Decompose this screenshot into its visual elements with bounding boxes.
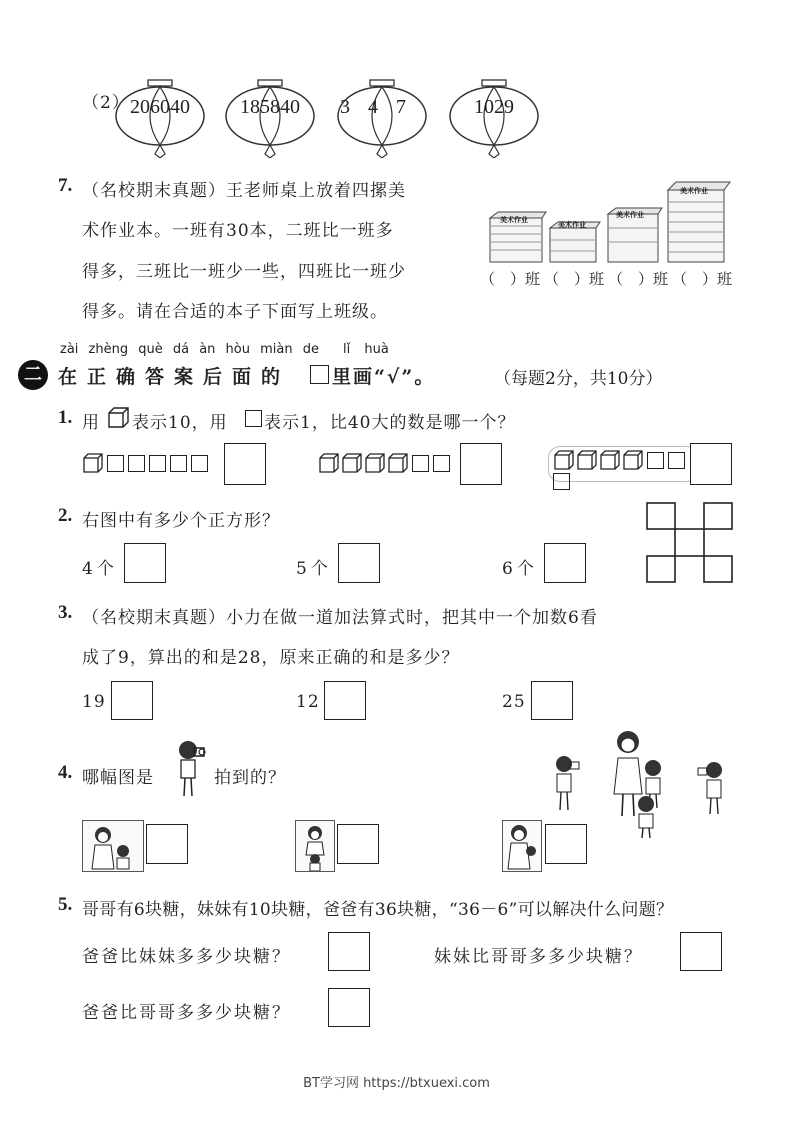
- answer-slot-4[interactable]: （ ）班: [672, 270, 733, 288]
- s2q4-text-a: 哪幅图是: [82, 768, 154, 788]
- s2q2-number: 2.: [58, 505, 73, 526]
- lantern-2: [222, 78, 318, 158]
- s2q5-option-2-label: 妹妹比哥哥多多少块糖？: [434, 947, 643, 967]
- section2-pinyin-2: lǐ huà: [343, 342, 389, 357]
- s2q5-option-1-checkbox[interactable]: [328, 932, 370, 971]
- s2q2-option-2-label: 5个: [296, 559, 332, 579]
- s2q4-option-3-checkbox[interactable]: [545, 824, 587, 864]
- ten-cube-icon: [341, 452, 363, 474]
- s2q3-line-2: 成了9，算出的和是28，原来正确的和是多少？: [82, 648, 460, 668]
- s2q2-option-1-label: 4个: [82, 559, 118, 579]
- s2q1-text-a: 用: [82, 413, 100, 433]
- one-square-icon: [128, 455, 145, 472]
- s2q5-option-2-checkbox[interactable]: [680, 932, 722, 971]
- section2-title-tail: 里画“√”。: [332, 366, 436, 388]
- one-square-icon: [149, 455, 166, 472]
- s2q1-option-3-checkbox[interactable]: [690, 443, 732, 485]
- s2q4-photo-3: [502, 820, 542, 872]
- photo-people-icon: [503, 821, 541, 871]
- section2-title: 在正确答案后面的: [58, 366, 291, 388]
- s2q1-number: 1.: [58, 407, 73, 428]
- section2-score: （每题2分，共10分）: [494, 369, 663, 389]
- q7-line-2: 术作业本。一班有30本，二班比一班多: [82, 221, 394, 241]
- s2q5-text: 哥哥有6块糖，妹妹有10块糖，爸爸有36块糖，“36－6”可以解决什么问题？: [82, 900, 674, 920]
- ten-cube-icon: [387, 452, 409, 474]
- cube-icon: [106, 406, 130, 430]
- s2q3-line-1: （名校期末真题）小力在做一道加法算式时，把其中一个加数6看: [82, 608, 598, 628]
- ten-cube-icon: [622, 449, 644, 471]
- footer-text: BT学习网 https://btxuexi.com: [303, 1076, 490, 1091]
- book-label-4: 美术作业: [680, 186, 708, 195]
- answer-slot-3[interactable]: （ ）班: [608, 270, 669, 288]
- lantern-1-number: 206040: [130, 96, 190, 118]
- s2q5-option-3-checkbox[interactable]: [328, 988, 370, 1027]
- s2q4-photo-2: [295, 820, 335, 872]
- s2q3-option-3-label: 25: [502, 692, 526, 712]
- s2q4-number: 4.: [58, 762, 73, 783]
- s2q1-option-2-figure: [318, 452, 458, 482]
- one-square-icon: [170, 455, 187, 472]
- s2q5-option-1-label: 爸爸比妹妹多多少块糖？: [82, 947, 291, 967]
- lantern-3-left-number: 34: [340, 96, 396, 118]
- answer-slot-1[interactable]: （ ）班: [480, 270, 541, 288]
- s2q2-option-3-label: 6个: [502, 559, 538, 579]
- s2q2-option-3-checkbox[interactable]: [544, 543, 586, 583]
- s2q5-option-3-label: 爸爸比哥哥多多少块糖？: [82, 1003, 291, 1023]
- book-label-2: 美术作业: [558, 220, 586, 229]
- s2q3-number: 3.: [58, 602, 73, 623]
- one-square-icon: [553, 473, 570, 490]
- s2q4-option-1-checkbox[interactable]: [146, 824, 188, 864]
- lantern-4: [446, 78, 542, 158]
- lantern-2-number: 185840: [240, 96, 300, 118]
- ten-cube-icon: [364, 452, 386, 474]
- ten-cube-icon: [553, 449, 575, 471]
- ten-cube-icon: [318, 452, 340, 474]
- lantern-3-right-number: 7: [396, 96, 424, 118]
- s2q3-option-2-checkbox[interactable]: [324, 681, 366, 720]
- s2q3-option-1-checkbox[interactable]: [111, 681, 153, 720]
- s2q1-option-2-checkbox[interactable]: [460, 443, 502, 485]
- s2q1-option-3-figure: [548, 446, 698, 482]
- ten-cube-icon: [82, 452, 104, 474]
- photo-people-icon: [296, 821, 334, 871]
- ten-cube-icon: [576, 449, 598, 471]
- s2q2-text: 右图中有多少个正方形？: [82, 511, 280, 531]
- book-label-3: 美术作业: [616, 210, 644, 219]
- q7-line-3: 得多，三班比一班少一些，四班比一班少: [82, 262, 406, 282]
- s2q3-option-3-checkbox[interactable]: [531, 681, 573, 720]
- squares-figure: [646, 502, 736, 584]
- s2q2-option-1-checkbox[interactable]: [124, 543, 166, 583]
- one-square-icon: [433, 455, 450, 472]
- one-square-icon: [668, 452, 685, 469]
- unit-square-icon: [245, 410, 262, 427]
- one-square-icon: [412, 455, 429, 472]
- s2q1-text-c: 表示1，比40大的数是哪一个？: [264, 413, 516, 433]
- book-label-1: 美术作业: [500, 215, 528, 224]
- answer-slot-2[interactable]: （ ）班: [544, 270, 605, 288]
- q7-line-1: （名校期末真题）王老师桌上放着四摞美: [82, 181, 406, 201]
- s2q1-option-1-figure: [82, 452, 222, 482]
- section2-marker: 二: [18, 360, 48, 390]
- s2q3-option-1-label: 19: [82, 692, 106, 712]
- s2q4-text-b: 拍到的？: [214, 768, 286, 788]
- q7-number: 7.: [58, 175, 73, 196]
- section2-title-box-icon: [310, 365, 329, 384]
- s2q5-number: 5.: [58, 894, 73, 915]
- section2-pinyin: zài zhèng què dá àn hòu miàn de: [60, 342, 319, 357]
- one-square-icon: [191, 455, 208, 472]
- s2q2-option-2-checkbox[interactable]: [338, 543, 380, 583]
- photographer-child-icon: [172, 738, 208, 800]
- one-square-icon: [107, 455, 124, 472]
- lantern-3: [334, 78, 430, 158]
- one-square-icon: [647, 452, 664, 469]
- s2q1-option-1-checkbox[interactable]: [224, 443, 266, 485]
- s2q4-option-2-checkbox[interactable]: [337, 824, 379, 864]
- lantern-1: [112, 78, 208, 158]
- s2q1-text-b: 表示10，用: [132, 413, 228, 433]
- q7-line-4: 得多。请在合适的本子下面写上班级。: [82, 302, 388, 322]
- s2q4-photo-1: [82, 820, 144, 872]
- lantern-4-number: 1029: [474, 96, 514, 118]
- ten-cube-icon: [599, 449, 621, 471]
- photo-people-icon: [83, 821, 143, 871]
- s2q3-option-2-label: 12: [296, 692, 320, 712]
- q6-part2-label: （2）: [82, 93, 130, 113]
